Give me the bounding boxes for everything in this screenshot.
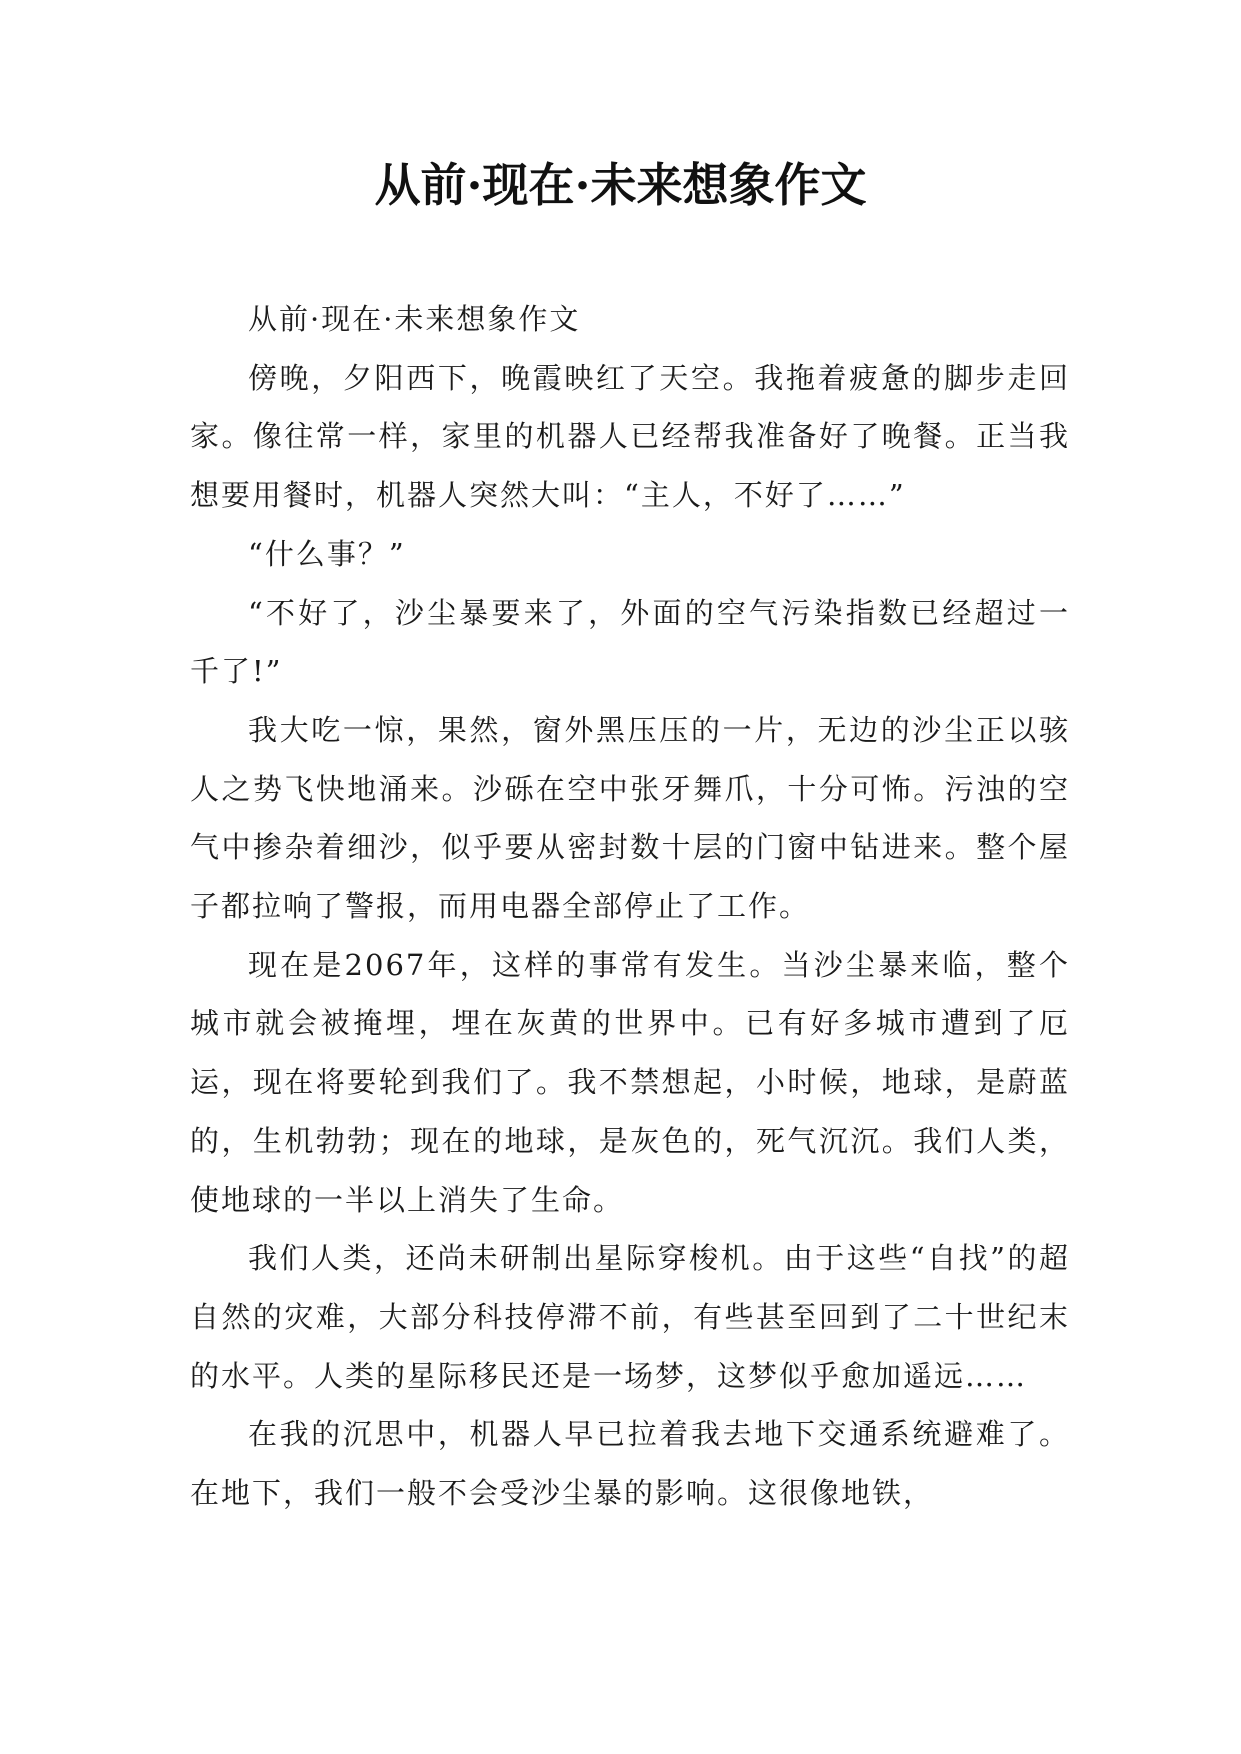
document-title: 从前·现在·未来想象作文 <box>374 158 867 212</box>
document-body <box>190 290 1070 1523</box>
paragraph: 现在是2067年，这样的事常有发生。当沙尘暴来临，整个城市就会被掩埋，埋在灰黄的世界中。已有好多城市遭到了厄运，现在将要轮到我们了。我不禁想起，小时候，地球，是蔚蓝的，生机勃勃；现在的地球，是灰色的，死气沉沉。我们人类，使地球的一半以上消失了生命。 <box>190 947 1070 1217</box>
paragraph: “不好了，沙尘暴要来了，外面的空气污染指数已经超过一千了!” <box>190 595 1070 689</box>
paragraph: “什么事？” <box>248 536 406 571</box>
paragraph: 我大吃一惊，果然，窗外黑压压的一片，无边的沙尘正以骇人之势飞快地涌来。沙砾在空中张牙舞爪，十分可怖。污浊的空气中掺杂着细沙，似乎要从密封数十层的门窗中钻进来。整个屋子都拉响了警报，而用电器全部停止了工作。 <box>190 712 1070 924</box>
paragraph: 在我的沉思中，机器人早已拉着我去地下交通系统避难了。在地下，我们一般不会受沙尘暴的影响。这很像地铁， <box>190 1417 1070 1511</box>
paragraph: 我们人类，还尚未研制出星际穿梭机。由于这些“自找”的超自然的灾难，大部分科技停滞不前，有些甚至回到了二十世纪末的水平。人类的星际移民还是一场梦，这梦似乎愈加遥远…… <box>190 1241 1070 1393</box>
paragraph: 傍晚，夕阳西下，晚霞映红了天空。我拖着疲惫的脚步走回家。像往常一样，家里的机器人已经帮我准备好了晚餐。正当我想要用餐时，机器人突然大叫：“主人，不好了……” <box>190 360 1070 513</box>
paragraph: 从前·现在·未来想象作文 <box>248 302 581 336</box>
